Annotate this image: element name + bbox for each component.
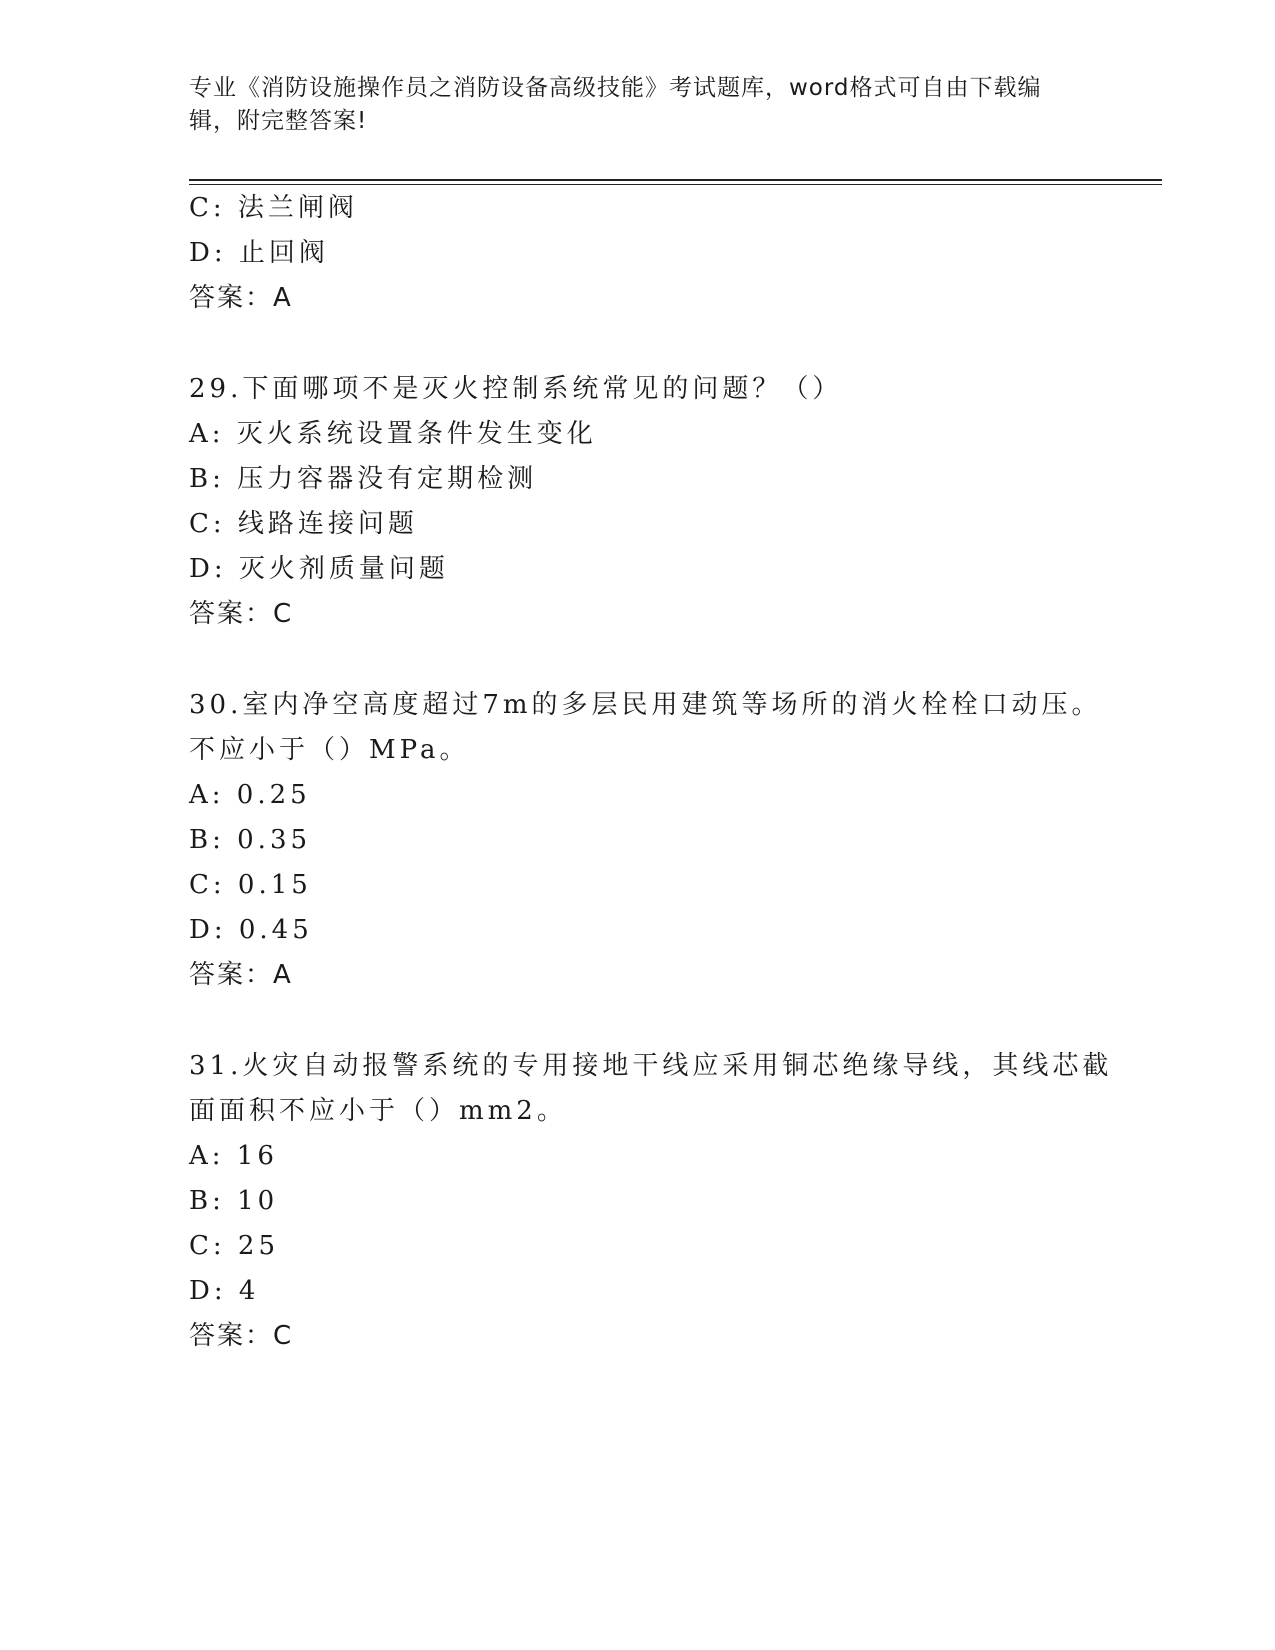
question-31-option-a: A: 16 xyxy=(189,1141,278,1171)
question-29-answer: 答案：C xyxy=(189,599,294,629)
header-divider-thin xyxy=(189,184,1162,185)
question-29-option-b: B: 压力容器没有定期检测 xyxy=(189,464,538,494)
question-31-answer: 答案：C xyxy=(189,1321,294,1351)
question-29-stem: 29.下面哪项不是灭火控制系统常见的问题？（） xyxy=(189,374,843,404)
question-30-stem-line-1: 30.室内净空高度超过7m的多层民用建筑等场所的消火栓栓口动压。 xyxy=(189,690,1102,720)
header-line-2: 辑，附完整答案! xyxy=(189,108,368,134)
prev-option-c: C: 法兰闸阀 xyxy=(189,193,358,223)
question-30-option-b: B: 0.35 xyxy=(189,825,312,855)
prev-option-d: D: 止回阀 xyxy=(189,238,329,268)
question-31-option-b: B: 10 xyxy=(189,1186,279,1216)
question-31-option-d: D: 4 xyxy=(189,1276,260,1306)
question-30-option-a: A: 0.25 xyxy=(189,780,311,810)
question-30-answer: 答案：A xyxy=(189,960,293,990)
header-divider-thick xyxy=(189,179,1162,181)
question-31-stem-line-1: 31.火灾自动报警系统的专用接地干线应采用铜芯绝缘导线，其线芯截 xyxy=(189,1051,1113,1081)
question-30-option-d: D: 0.45 xyxy=(189,915,313,945)
question-31-option-c: C: 25 xyxy=(189,1231,280,1261)
question-29-option-a: A: 灭火系统设置条件发生变化 xyxy=(189,419,597,449)
question-29-option-c: C: 线路连接问题 xyxy=(189,509,418,539)
document-header xyxy=(189,72,1089,138)
question-30-option-c: C: 0.15 xyxy=(189,870,312,900)
question-30-stem-line-2: 不应小于（）MPa。 xyxy=(189,735,470,765)
prev-answer: 答案：A xyxy=(189,283,293,313)
question-31-stem-line-2: 面面积不应小于（）mm2。 xyxy=(189,1096,567,1126)
question-29-option-d: D: 灭火剂质量问题 xyxy=(189,554,449,584)
header-line-1: 专业《消防设施操作员之消防设备高级技能》考试题库，word格式可自由下载编 xyxy=(189,75,1042,101)
